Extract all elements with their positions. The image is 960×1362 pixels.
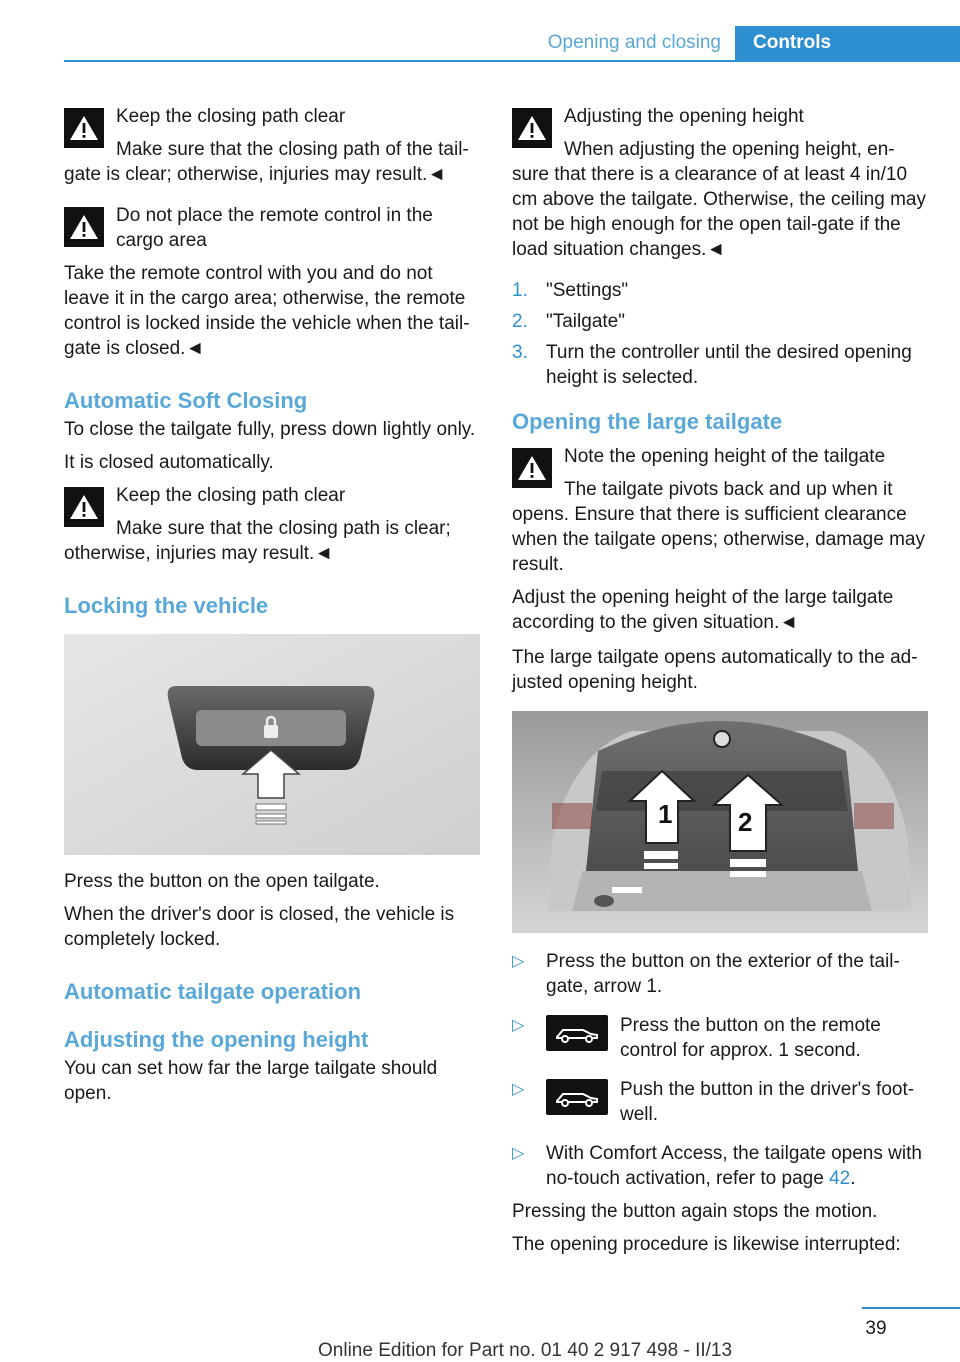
bullet-list — [512, 949, 928, 1191]
warning-icon — [512, 108, 552, 148]
heading-locking-the-vehicle: Locking the vehicle — [64, 593, 269, 618]
warning-closing-path — [64, 104, 480, 187]
paragraph: The opening procedure is likewise interrupted: — [512, 1234, 901, 1255]
paragraph: When the driver's door is closed, the vehicle is completely locked. — [64, 904, 455, 950]
footer-edition: Online Edition for Part no. 01 40 2 917 498 - II/13 — [318, 1340, 733, 1361]
list-item-text-end: . — [850, 1168, 856, 1189]
right-column — [512, 104, 928, 1265]
figure-large-tailgate-arrows — [512, 711, 928, 933]
warning-title: Note the opening height of the tailgate — [564, 446, 886, 467]
header-section-title: Opening and closing — [547, 32, 721, 53]
heading-automatic-soft-closing: Automatic Soft Closing — [64, 388, 308, 413]
figure-tailgate-lock-button — [64, 634, 480, 855]
heading-automatic-tailgate-operation: Automatic tailgate operation — [64, 979, 362, 1004]
step-text: "Settings" — [546, 280, 629, 301]
paragraph: To close the tailgate fully, press down lightly only. — [64, 419, 476, 440]
step-number: 3. — [512, 342, 528, 363]
warning-body: Make sure that the closing path of the tail-gate is clear; otherwise, injuries may result.◄ — [64, 139, 469, 185]
paragraph: It is closed automatically. — [64, 452, 274, 473]
paragraph: The large tailgate opens automatically to the ad-justed opening height. — [512, 647, 918, 693]
warning-body-2: Adjust the opening height of the large tailgate according to the given situation.◄ — [512, 587, 894, 633]
heading-opening-large-tailgate: Opening the large tailgate — [512, 409, 783, 434]
warning-icon — [512, 448, 552, 488]
page-reference-link[interactable]: 42 — [829, 1168, 851, 1189]
warning-icon — [64, 108, 104, 148]
triangle-bullet-icon: ▷ — [512, 1081, 525, 1098]
paragraph: Pressing the button again stops the motion. — [512, 1201, 878, 1222]
paragraph: Press the button on the open tailgate. — [64, 871, 380, 892]
list-item — [512, 1013, 928, 1063]
list-item — [512, 1141, 928, 1191]
warning-remote-control — [64, 203, 480, 361]
header-tab-controls[interactable]: Controls — [735, 26, 960, 62]
step-number: 1. — [512, 280, 528, 301]
list-item-text: Press the button on the exterior of the tail-gate, arrow 1. — [546, 951, 900, 997]
paragraph: You can set how far the large tailgate should open. — [64, 1058, 438, 1104]
warning-title: Keep the closing path clear — [116, 106, 346, 127]
list-item — [512, 1077, 928, 1127]
footer-divider — [862, 1307, 960, 1309]
page-number: 39 — [865, 1318, 887, 1339]
step-number: 2. — [512, 311, 528, 332]
list-item-text: Press the button on the remote control for approx. 1 second. — [620, 1015, 881, 1061]
triangle-bullet-icon: ▷ — [512, 1017, 525, 1034]
warning-opening-height — [512, 104, 928, 262]
step-item — [512, 340, 928, 390]
warning-title: Do not place the remote control in the cargo area — [116, 205, 433, 251]
warning-body: The tailgate pivots back and up when it opens. Ensure that there is sufficient clearance when the tailgate opens; otherwise, damage may result. — [512, 479, 925, 575]
list-item-text: With Comfort Access, the tailgate opens with no-touch activation, refer to page — [546, 1143, 922, 1189]
triangle-bullet-icon: ▷ — [512, 1145, 525, 1162]
warning-opening-height-tailgate — [512, 444, 928, 635]
warning-closing-path-2 — [64, 483, 480, 566]
tailgate-button-icon — [546, 1079, 608, 1115]
list-item-text: Push the button in the driver's foot-well. — [620, 1079, 915, 1125]
warning-title: Adjusting the opening height — [564, 106, 804, 127]
header-divider — [64, 60, 960, 62]
warning-title: Keep the closing path clear — [116, 485, 346, 506]
step-item — [512, 278, 928, 303]
step-text: Turn the controller until the desired opening height is selected. — [546, 342, 912, 388]
warning-body: When adjusting the opening height, en-sure that there is a clearance of at least 4 in/10 cm above the tailgate. Otherwise, the ceiling may not be high enough for the open tail-gate if the load situation changes.◄ — [512, 139, 926, 260]
list-item — [512, 949, 928, 999]
warning-icon — [64, 207, 104, 247]
steps-list — [512, 278, 928, 390]
warning-body: Take the remote control with you and do not leave it in the cargo area; otherwise, the remote control is locked inside the vehicle when the tail-gate is closed.◄ — [64, 263, 470, 359]
warning-body: Make sure that the closing path is clear; otherwise, injuries may result.◄ — [64, 518, 451, 564]
figure-label-arrow-1: 1 — [658, 799, 673, 829]
triangle-bullet-icon: ▷ — [512, 953, 525, 970]
left-column — [64, 104, 480, 1114]
heading-adjusting-opening-height: Adjusting the opening height — [64, 1027, 369, 1052]
step-item — [512, 309, 928, 334]
tailgate-button-icon — [546, 1015, 608, 1051]
warning-icon — [64, 487, 104, 527]
step-text: "Tailgate" — [546, 311, 625, 332]
figure-label-arrow-2: 2 — [738, 807, 753, 837]
